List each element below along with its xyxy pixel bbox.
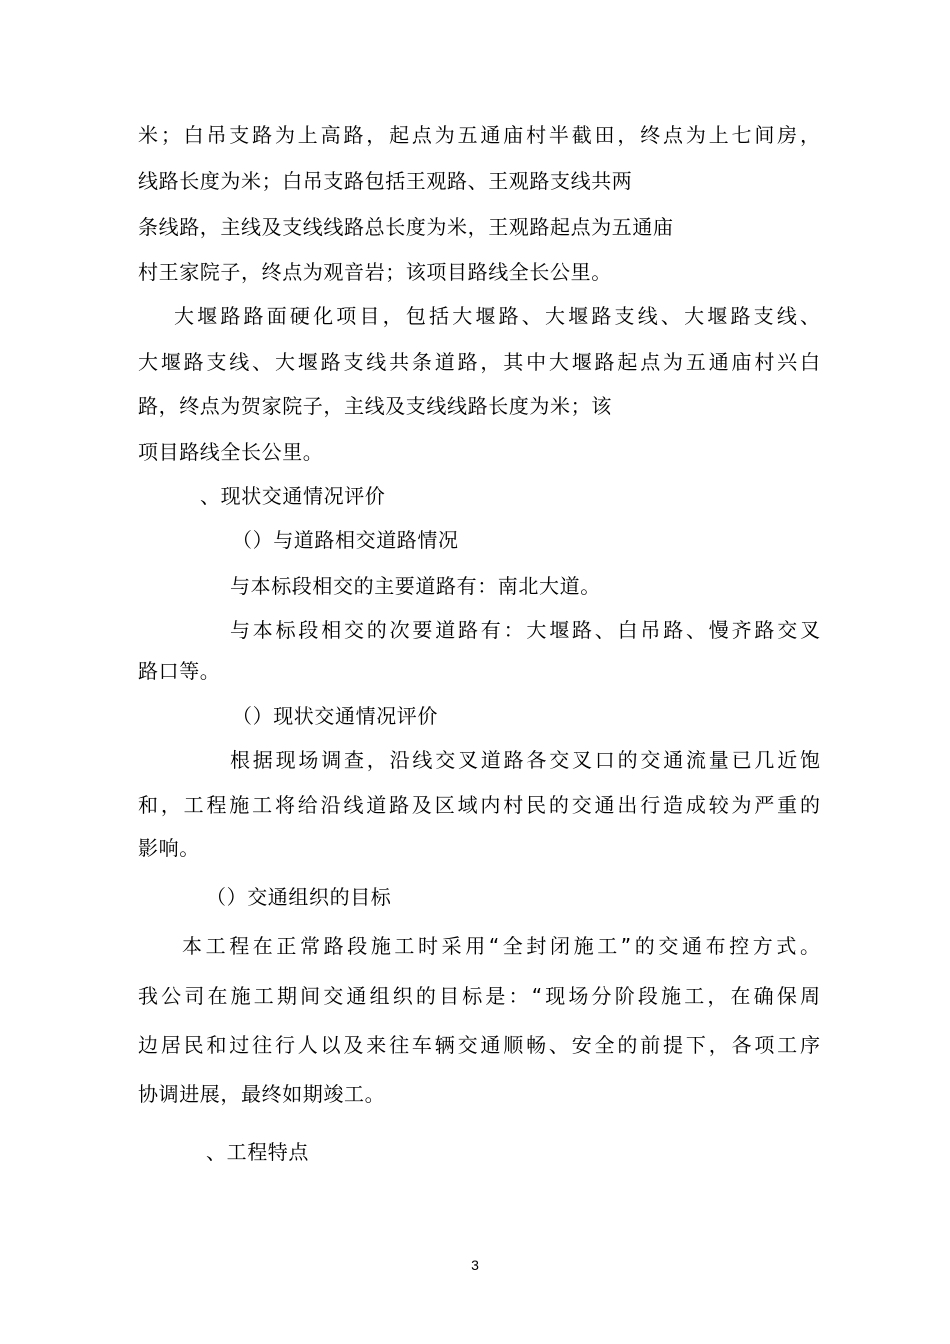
paragraph-line: 与本标段相交的次要道路有：大堰路、白吊路、慢齐路交叉 bbox=[230, 618, 820, 642]
paragraph-line: 大堰路支线、大堰路支线共条道路，其中大堰路起点为五通庙村兴白 bbox=[138, 350, 820, 374]
paragraph-line: 和，工程施工将给沿线道路及区域内村民的交通出行造成较为严重的 bbox=[138, 793, 820, 817]
section-heading: 、现状交通情况评价 bbox=[200, 484, 386, 508]
paragraph-line: 条线路，主线及支线线路总长度为米，王观路起点为五通庙 bbox=[138, 215, 674, 239]
paragraph-line: 路口等。 bbox=[138, 659, 221, 683]
paragraph-line: 与本标段相交的主要道路有：南北大道。 bbox=[230, 574, 601, 598]
paragraph-line: 线路长度为米；白吊支路包括王观路、王观路支线共两 bbox=[138, 169, 633, 193]
paragraph-line: 本工程在正常路段施工时采用“全封闭施工”的交通布控方式。 bbox=[182, 934, 820, 958]
paragraph-line: 影响。 bbox=[138, 836, 200, 860]
paragraph-line: 米；白吊支路为上高路，起点为五通庙村半截田，终点为上七间房， bbox=[138, 123, 820, 147]
subsection-heading: （）交通组织的目标 bbox=[206, 885, 392, 909]
paragraph-line: 村王家院子，终点为观音岩；该项目路线全长公里。 bbox=[138, 260, 612, 284]
page-number: 3 bbox=[471, 1257, 479, 1273]
paragraph-line: 我公司在施工期间交通组织的目标是：“现场分阶段施工，在确保周 bbox=[138, 984, 820, 1008]
paragraph-line: 路，终点为贺家院子，主线及支线线路长度为米；该 bbox=[138, 394, 612, 418]
paragraph-line: 根据现场调查，沿线交叉道路各交叉口的交通流量已几近饱 bbox=[230, 748, 820, 772]
paragraph-line: 协调进展，最终如期竣工。 bbox=[138, 1082, 386, 1106]
section-heading: 、工程特点 bbox=[206, 1140, 309, 1164]
paragraph-line: 项目路线全长公里。 bbox=[138, 440, 324, 464]
subsection-heading: （）现状交通情况评价 bbox=[232, 704, 438, 728]
paragraph-line: 边居民和过往行人以及来往车辆交通顺畅、安全的前提下，各项工序 bbox=[138, 1033, 820, 1057]
subsection-heading: （）与道路相交道路情况 bbox=[232, 528, 459, 552]
paragraph-line: 大堰路路面硬化项目，包括大堰路、大堰路支线、大堰路支线、 bbox=[174, 304, 820, 328]
